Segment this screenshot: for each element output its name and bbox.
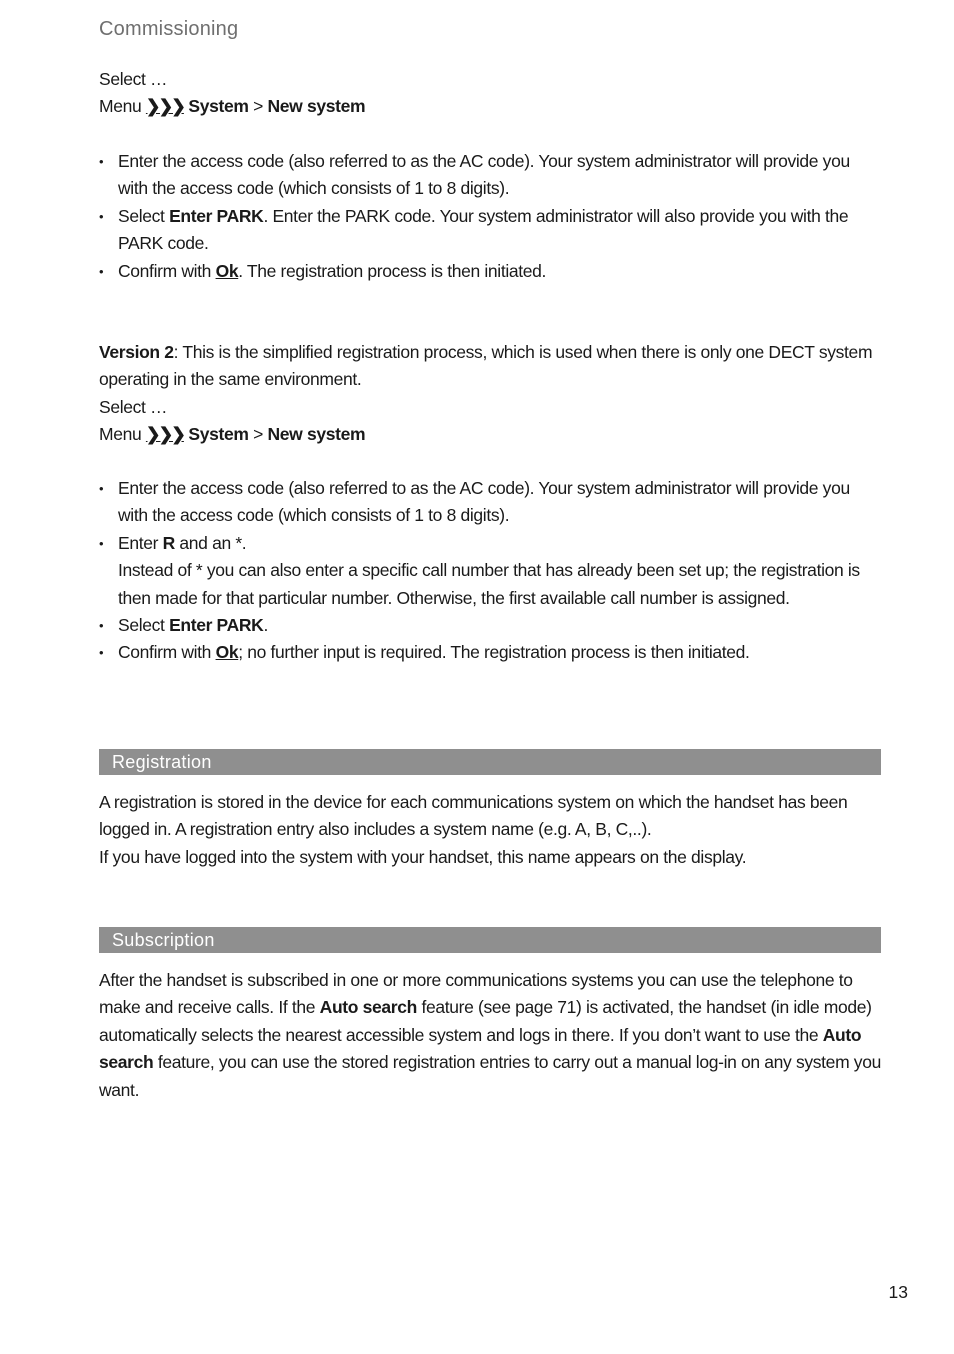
version-2-block bbox=[99, 339, 881, 449]
ok-softkey: Ok bbox=[215, 260, 239, 281]
list-item: • Enter R and an *. Instead of * you can also enter a specific call number that has already been set up; the registration is then made for that particular number. Otherwise, the first available call number is assigned. bbox=[99, 530, 881, 612]
subscription-heading: Subscription bbox=[99, 927, 881, 953]
registration-heading: Registration bbox=[99, 749, 881, 775]
menu-arrows-icon: ❯❯❯ bbox=[145, 96, 184, 117]
select-label: Select … bbox=[99, 396, 168, 417]
ok-softkey: Ok bbox=[215, 642, 239, 663]
list-item: • Enter the access code (also referred to as the AC code). Your system administrator will provide you with the access code (which consists of 1 to 8 digits). bbox=[99, 475, 881, 530]
menu-arrows-icon: ❯❯❯ bbox=[145, 424, 184, 445]
version-2-intro: Version 2: This is the simplified registration process, which is used when there is only one DECT system operating in the same environment. bbox=[99, 342, 873, 390]
menu-path-block-1 bbox=[99, 66, 881, 121]
list-item: • Select Enter PARK. bbox=[99, 612, 881, 639]
list-item: • Confirm with Ok; no further input is required. The registration process is then initiated. bbox=[99, 639, 881, 666]
list-item: • Confirm with Ok. The registration process is then initiated. bbox=[99, 258, 881, 285]
registration-text: A registration is stored in the device for each communications system on which the handset has been logged in. A registration entry also includes a system name (e.g. A, B, C,..). If you have logged into the system with your handset, this name appears on the display. bbox=[99, 792, 848, 867]
list-item: • Enter the access code (also referred to as the AC code). Your system administrator will provide you with the access code (which consists of 1 to 8 digits). bbox=[99, 148, 881, 203]
page-number: 13 bbox=[888, 1282, 908, 1302]
menu-path: Menu ❯❯❯ System > New system bbox=[99, 424, 366, 445]
page-title: Commissioning bbox=[99, 18, 239, 40]
subscription-text: After the handset is subscribed in one or more communications systems you can use the telephone to make and receive calls. If the Auto search feature (see page 71) is activated, the handset (in idle mode) automatically selects the nearest accessible system and logs in there. If you don’t want to use the Auto search feature, you can use the stored registration entries to carry out a manual log-in on any system you want. bbox=[99, 970, 881, 1100]
select-label: Select … bbox=[99, 69, 168, 89]
steps-list-2 bbox=[99, 475, 881, 667]
steps-list-1 bbox=[99, 148, 881, 285]
list-item: • Select Enter PARK. Enter the PARK code. Your system administrator will also provide you with the PARK code. bbox=[99, 203, 881, 258]
menu-path: Menu ❯❯❯ System > New system bbox=[99, 96, 366, 117]
